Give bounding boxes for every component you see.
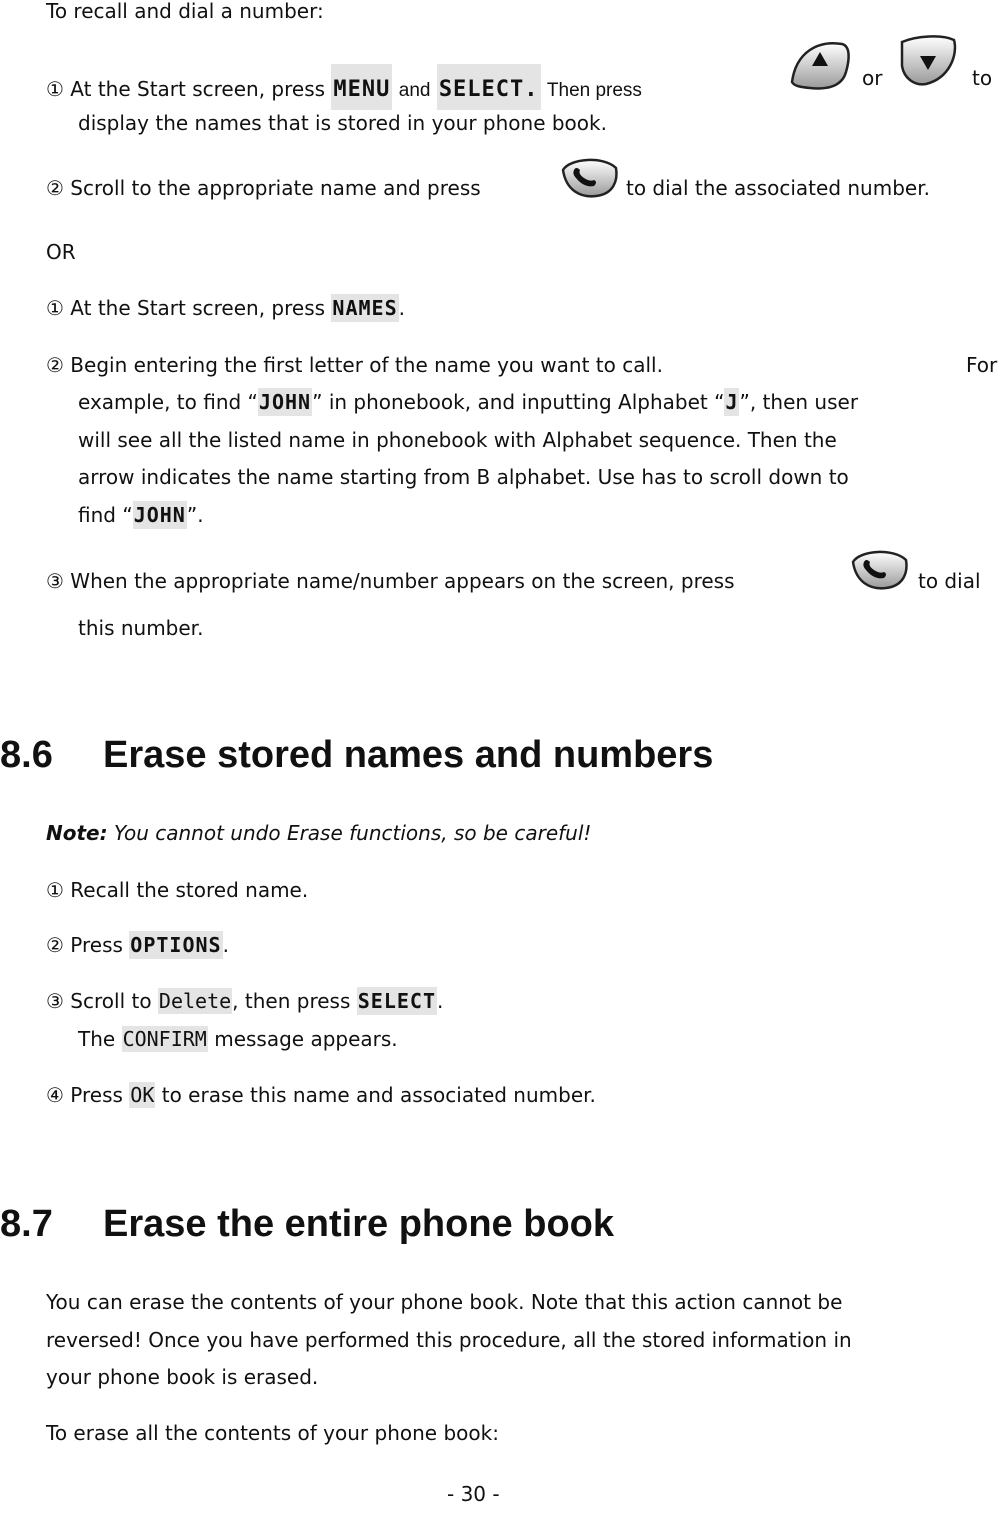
step-marker: ①: [46, 77, 64, 101]
step-marker: ③: [46, 569, 64, 593]
step-marker: ②: [46, 353, 64, 377]
erase-step-3: ③ Scroll to Delete, then press SELECT.: [46, 989, 444, 1013]
erase-step-1: ① Recall the stored name.: [46, 878, 309, 902]
step-b2: ② Begin entering the first letter of the name you want to call.: [46, 353, 663, 377]
key-names: NAMES: [332, 296, 398, 320]
key-select: SELECT: [357, 989, 436, 1013]
erase-step-2: ② Press OPTIONS.: [46, 933, 229, 957]
note: Note: You cannot undo Erase functions, so be careful!: [46, 821, 592, 845]
paragraph-line: To erase all the contents of your phone book:: [46, 1421, 499, 1445]
key-select: SELECT.: [437, 64, 541, 110]
key-john: JOHN: [133, 503, 186, 527]
section-heading-8-7: 8.7 Erase the entire phone book: [0, 1203, 614, 1245]
erase-step-4: ④ Press OK to erase this name and associated number.: [46, 1083, 596, 1107]
step-a1: ① At the Start screen, press MENU and SELECT. Then press: [46, 64, 642, 110]
page-number: - 30 -: [447, 1482, 500, 1506]
key-confirm: CONFIRM: [122, 1027, 207, 1051]
step-b1: ① At the Start screen, press NAMES.: [46, 296, 405, 320]
key-options: OPTIONS: [130, 933, 222, 957]
send-call-icon: [560, 154, 620, 202]
step-marker: ①: [46, 296, 64, 320]
step-marker: ②: [46, 176, 64, 200]
key-delete: Delete: [158, 989, 232, 1013]
key-j: J: [725, 390, 739, 414]
intro-text: To recall and dial a number:: [46, 0, 324, 23]
up-key-icon: [788, 38, 852, 94]
or-label: OR: [46, 240, 76, 264]
key-menu: MENU: [331, 64, 392, 110]
send-call-icon: [850, 546, 910, 594]
paragraph-line: reversed! Once you have performed this procedure, all the stored information in: [46, 1328, 852, 1352]
down-key-icon: [896, 32, 960, 90]
section-heading-8-6: 8.6 Erase stored names and numbers: [0, 734, 714, 776]
step-b3: ③ When the appropriate name/number appears on the screen, press: [46, 569, 735, 593]
key-ok: OK: [130, 1083, 155, 1107]
paragraph-line: You can erase the contents of your phone book. Note that this action cannot be: [46, 1290, 843, 1314]
step-a2: ② Scroll to the appropriate name and press: [46, 176, 481, 200]
key-john: JOHN: [258, 390, 312, 414]
paragraph-line: your phone book is erased.: [46, 1365, 319, 1389]
